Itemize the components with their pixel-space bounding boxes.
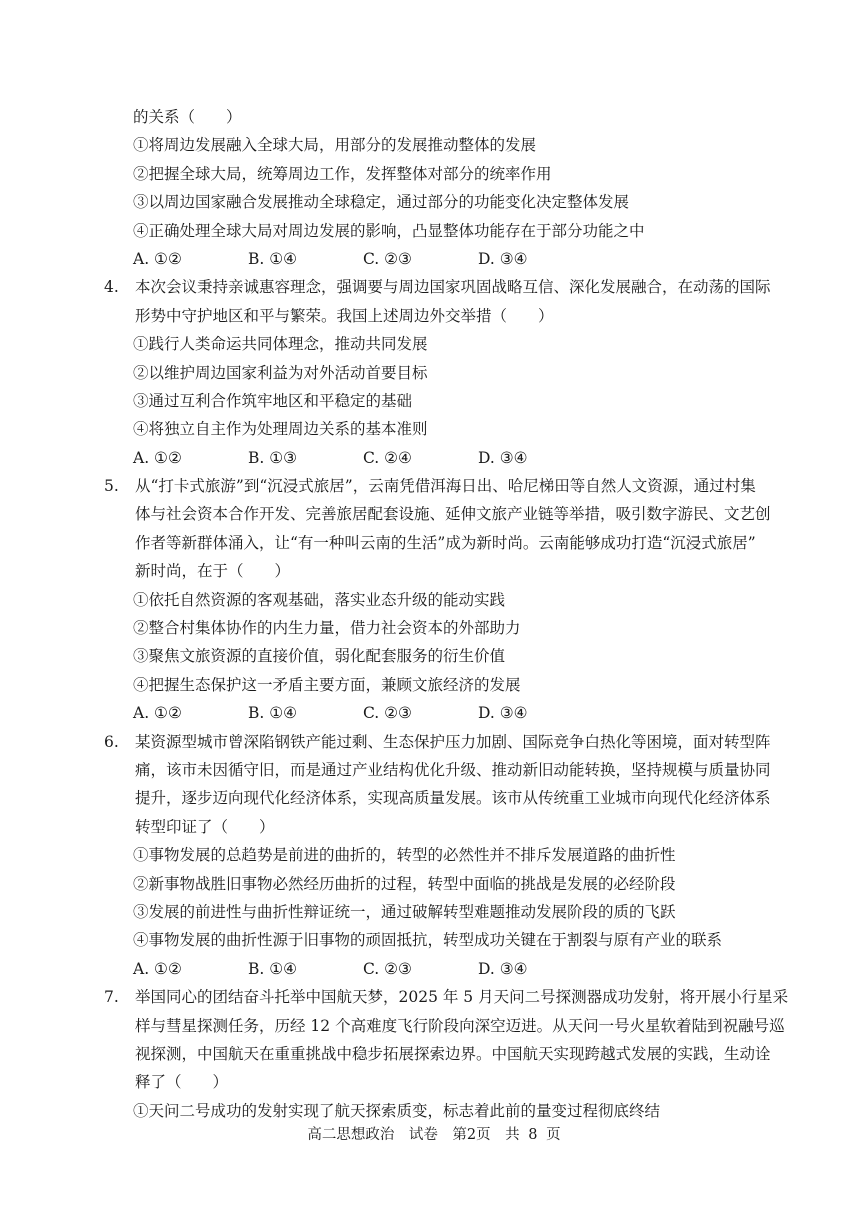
question-number: 5. xyxy=(104,477,119,496)
options-line xyxy=(0,699,868,727)
statement-text: ②把握全球大局，统筹周边工作，发挥整体对部分的统率作用 xyxy=(133,164,552,183)
question-stem-text: 本次会议秉持亲诚惠容理念，强调要与周边国家巩固战略互信、深化发展融合，在动荡的国际 xyxy=(135,278,771,297)
question-stem-line xyxy=(0,557,868,585)
question-stem-text: 样与彗星探测任务，历经 12 个高难度飞行阶段向深空迈进。从天问一号火星软着陆到祝融号巡 xyxy=(135,1016,785,1035)
statement-text: ①天问二号成功的发射实现了航天探索质变，标志着此前的量变过程彻底终结 xyxy=(133,1101,661,1120)
statement-text: ③以周边国家融合发展推动全球稳定，通过部分的功能变化决定整体发展 xyxy=(133,193,630,212)
statement-text: ③聚焦文旅资源的直接价值，弱化配套服务的衍生价值 xyxy=(133,647,506,666)
statement-text: ②新事物战胜旧事物必然经历曲折的过程，转型中面临的挑战是发展的必经阶段 xyxy=(133,874,676,893)
options-line xyxy=(0,444,868,472)
question-stem-line xyxy=(0,1040,868,1068)
statement-line xyxy=(0,359,868,387)
question-stem-line xyxy=(0,529,868,557)
question-stem-line xyxy=(0,500,868,528)
statement-text: ④将独立自主作为处理周边关系的基本准则 xyxy=(133,420,428,439)
statement-line xyxy=(0,217,868,245)
question-stem-line xyxy=(0,784,868,812)
answer-options xyxy=(133,245,613,273)
question-stem-text: 某资源型城市曾深陷钢铁产能过剩、生态保护压力加剧、国际竞争白热化等困境，面对转型阵 xyxy=(135,732,771,751)
options-line xyxy=(0,245,868,273)
statement-line xyxy=(0,160,868,188)
answer-option-a: A. ①② xyxy=(133,959,182,978)
question-stem-line xyxy=(0,728,868,756)
question-stem-text: 新时尚，在于（ ） xyxy=(135,562,291,581)
statement-text: ④正确处理全球大局对周边发展的影响，凸显整体功能存在于部分功能之中 xyxy=(133,221,645,240)
statement-text: ②以维护周边国家利益为对外活动首要目标 xyxy=(133,363,428,382)
answer-option-a: A. ①② xyxy=(133,448,182,467)
answer-options xyxy=(133,699,613,727)
question-number: 6. xyxy=(104,732,119,751)
answer-option-d: D. ③④ xyxy=(478,704,528,723)
statement-text: ①践行人类命运共同体理念，推动共同发展 xyxy=(133,335,428,354)
statement-line xyxy=(0,898,868,926)
statement-line xyxy=(0,614,868,642)
answer-option-a: A. ①② xyxy=(133,249,182,268)
question-stem-text: 提升，逐步迈向现代化经济体系，实现高质量发展。该市从传统重工业城市向现代化经济体系 xyxy=(135,789,771,808)
answer-option-b: B. ①④ xyxy=(248,704,298,723)
answer-option-c: C. ②④ xyxy=(363,448,412,467)
question-block xyxy=(0,273,868,472)
statement-line xyxy=(0,330,868,358)
question-stem-text: 释了（ ） xyxy=(135,1073,229,1092)
statement-line xyxy=(0,387,868,415)
answer-option-c: C. ②③ xyxy=(363,704,412,723)
question-stem-line xyxy=(0,302,868,330)
question-stem-text: 的关系（ ） xyxy=(133,108,242,126)
question-stem-line xyxy=(0,756,868,784)
question-stem-text: 体与社会资本合作开发、完善旅居配套设施、延伸文旅产业链等举措，吸引数字游民、文艺创 xyxy=(135,505,771,524)
statement-line xyxy=(0,415,868,443)
options-line xyxy=(0,955,868,983)
question-list xyxy=(0,103,868,1125)
question-stem-text: 举国同心的团结奋斗托举中国航天梦，2025 年 5 月天问二号探测器成功发射，将开展小行星采 xyxy=(135,988,789,1007)
question-stem-text: 作者等新群体涌入，让“有一种叫云南的生活”成为新时尚。云南能够成功打造“沉浸式旅居” xyxy=(135,533,756,552)
answer-option-d: D. ③④ xyxy=(478,959,528,978)
statement-text: ①事物发展的总趋势是前进的曲折的，转型的必然性并不排斥发展道路的曲折性 xyxy=(133,846,676,865)
statement-text: ②整合村集体协作的内生力量，借力社会资本的外部助力 xyxy=(133,619,521,638)
question-stem-line xyxy=(0,103,868,131)
statement-text: ④把握生态保护这一矛盾主要方面，兼顾文旅经济的发展 xyxy=(133,675,521,694)
answer-option-c: C. ②③ xyxy=(363,959,412,978)
statement-line xyxy=(0,131,868,159)
question-block xyxy=(0,103,868,273)
question-stem-line xyxy=(0,813,868,841)
statement-text: ④事物发展的曲折性源于旧事物的顽固抵抗，转型成功关键在于割裂与原有产业的联系 xyxy=(133,931,723,950)
statement-line xyxy=(0,841,868,869)
answer-option-a: A. ①② xyxy=(133,704,182,723)
question-stem-text: 视探测，中国航天在重重挑战中稳步拓展探索边界。中国航天实现跨越式发展的实践，生动诠 xyxy=(135,1044,771,1063)
question-stem-line xyxy=(0,983,868,1011)
question-number: 4. xyxy=(104,278,119,297)
answer-options xyxy=(133,955,613,983)
page-footer: 高二思想政治 试卷 第2页 共 8 页 xyxy=(307,1127,561,1143)
answer-option-b: B. ①③ xyxy=(248,448,298,467)
statement-line xyxy=(0,642,868,670)
question-block xyxy=(0,472,868,728)
question-stem-text: 转型印证了（ ） xyxy=(135,817,275,836)
question-stem-line xyxy=(0,1012,868,1040)
statement-line xyxy=(0,926,868,954)
statement-line xyxy=(0,1097,868,1125)
statement-text: ③通过互利合作筑牢地区和平稳定的基础 xyxy=(133,391,413,410)
answer-options xyxy=(133,444,613,472)
question-stem-line xyxy=(0,273,868,301)
statement-line xyxy=(0,671,868,699)
statement-text: ①依托自然资源的客观基础，落实业态升级的能动实践 xyxy=(133,590,506,609)
question-number: 7. xyxy=(104,988,119,1007)
question-stem-text: 形势中守护地区和平与繁荣。我国上述周边外交举措（ ） xyxy=(135,306,554,325)
statement-line xyxy=(0,870,868,898)
answer-option-d: D. ③④ xyxy=(478,249,528,268)
statement-text: ①将周边发展融入全球大局，用部分的发展推动整体的发展 xyxy=(133,136,537,155)
question-stem-text: 从“打卡式旅游”到“沉浸式旅居”，云南凭借洱海日出、哈尼梯田等自然人文资源，通过村集 xyxy=(135,477,756,496)
question-stem-text: 痛，该市未因循守旧，而是通过产业结构优化升级、推动新旧动能转换，坚持规模与质量协同 xyxy=(135,760,771,779)
answer-option-c: C. ②③ xyxy=(363,249,412,268)
statement-line xyxy=(0,188,868,216)
statement-line xyxy=(0,586,868,614)
answer-option-d: D. ③④ xyxy=(478,448,528,467)
question-block xyxy=(0,983,868,1125)
question-block xyxy=(0,728,868,984)
answer-option-b: B. ①④ xyxy=(248,959,298,978)
statement-text: ③发展的前进性与曲折性辩证统一，通过破解转型难题推动发展阶段的质的飞跃 xyxy=(133,902,676,921)
answer-option-b: B. ①④ xyxy=(248,249,298,268)
question-stem-line xyxy=(0,472,868,500)
question-stem-line xyxy=(0,1068,868,1096)
